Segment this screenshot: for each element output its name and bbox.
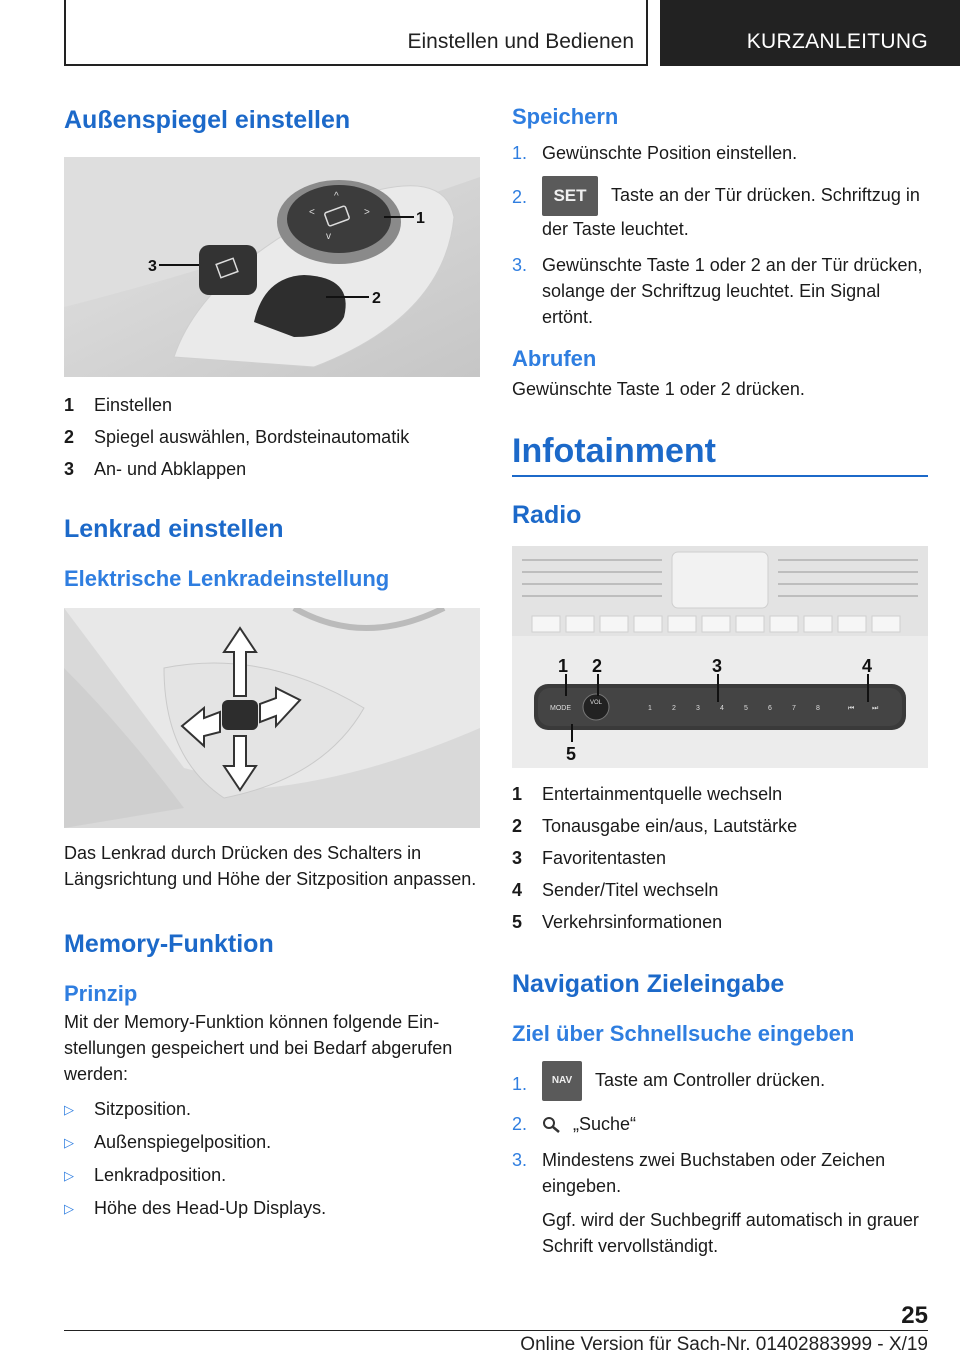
footer-online-version: Online Version für Sach-Nr. 01402883999 - X/19: [520, 1334, 928, 1355]
list-item: 2 Tonausgabe ein/aus, Lautstärke: [512, 816, 798, 836]
svg-text:v: v: [326, 231, 331, 242]
list-item: ▷ Sitzposition.: [64, 1093, 480, 1126]
list-item: 3 An- und Abklappen: [64, 459, 247, 479]
list-item: 1. NAV Taste am Controller drücken.: [512, 1061, 928, 1101]
recall-heading: Abrufen: [512, 346, 597, 371]
mirror-control-illustration: [64, 157, 480, 377]
infotainment-heading: Infotainment: [512, 432, 716, 470]
navigation-steps: [512, 1061, 928, 1259]
memory-text: Mit der Memory-Funktion können folgende Einstellungen gespeichert und bei Bedarf abgerufen werden:: [64, 1012, 453, 1084]
steering-subheading: Elektrische Lenkradeinstellung: [64, 566, 390, 591]
figure-label-3: 3: [712, 656, 723, 676]
list-item: 3. Mindestens zwei Buchstaben oder Zeichen eingeben. Ggf. wird der Suchbegriff automatisch in grauer Schrift vervollständigt.: [512, 1147, 928, 1259]
steering-switch-illustration: [64, 608, 480, 828]
list-item: ▷ Lenkradposition.: [64, 1159, 480, 1192]
steering-text: Das Lenkrad durch Drücken des Schalters in Längsrichtung und Höhe der Sitzposition anpassen.: [64, 843, 477, 889]
page-header: [64, 0, 960, 66]
svg-text:3: 3: [696, 705, 700, 712]
header-chapter-label: KURZANLEITUNG: [746, 30, 928, 53]
bullet-triangle-icon: ▷: [64, 1201, 74, 1216]
svg-text:⏭: ⏭: [872, 705, 879, 712]
navigation-note: Ggf. wird der Suchbegriff automatisch in grauer Schrift vervollständigt.: [542, 1210, 919, 1256]
list-item: 3. Gewünschte Taste 1 oder 2 an der Tür drücken, solange der Schriftzug leuchtet. Ein Signal ertönt.: [512, 255, 923, 327]
navigation-subheading: Ziel über Schnellsuche eingeben: [512, 1021, 855, 1046]
svg-text:⏮: ⏮: [848, 705, 855, 712]
mirror-control-figure: [64, 157, 480, 377]
svg-text:8: 8: [816, 705, 820, 712]
list-item: 1. Gewünschte Position einstellen.: [512, 143, 798, 163]
header-section-tab: [64, 0, 648, 66]
svg-text:2: 2: [672, 705, 676, 712]
svg-text:1: 1: [648, 705, 652, 712]
svg-text:^: ^: [334, 191, 339, 202]
svg-text:<: <: [309, 207, 315, 218]
footer-rule: [64, 1330, 928, 1331]
nav-button-icon: NAV: [542, 1061, 582, 1101]
radio-legend: [512, 778, 928, 938]
save-steps: [512, 140, 928, 330]
list-item: 3 Favoritentasten: [512, 848, 667, 868]
figure-label-5: 5: [566, 744, 577, 764]
list-item: 2 Spiegel auswählen, Bordsteinautomatik: [64, 427, 410, 447]
bullet-triangle-icon: ▷: [64, 1135, 74, 1150]
list-item: ▷ Höhe des Head-Up Displays.: [64, 1192, 480, 1225]
list-item: 5 Verkehrsinformationen: [512, 912, 723, 932]
figure-label-1: 1: [416, 210, 425, 227]
bullet-triangle-icon: ▷: [64, 1102, 74, 1117]
steering-heading: Lenkrad einstellen: [64, 515, 284, 543]
list-item: 4 Sender/Titel wechseln: [512, 880, 719, 900]
left-column: [64, 96, 480, 1225]
mirror-legend: [64, 389, 480, 485]
set-button-icon: SET: [542, 176, 598, 216]
svg-text:VOL: VOL: [590, 700, 603, 706]
mirror-heading: Außenspiegel einstellen: [64, 106, 351, 134]
recall-text: Gewünschte Taste 1 oder 2 drücken.: [512, 379, 805, 399]
list-item: 2. SET Taste an der Tür drücken. Schriftzug in der Taste leuchtet.: [512, 176, 928, 242]
navigation-heading: Navigation Zieleingabe: [512, 970, 785, 998]
save-heading: Speichern: [512, 104, 619, 129]
bullet-triangle-icon: ▷: [64, 1168, 74, 1183]
figure-label-2: 2: [592, 656, 603, 676]
header-section-label: Einstellen und Bedienen: [407, 30, 634, 53]
infotainment-rule: [512, 475, 928, 477]
list-item: 1 Entertainmentquelle wechseln: [512, 784, 783, 804]
memory-heading: Memory-Funktion: [64, 930, 274, 958]
list-item: 1 Einstellen: [64, 395, 173, 415]
radio-heading: Radio: [512, 501, 582, 529]
figure-label-2: 2: [372, 290, 381, 307]
memory-subheading: Prinzip: [64, 981, 138, 1006]
steering-switch-figure: [64, 608, 480, 828]
figure-label-3: 3: [148, 258, 157, 275]
list-item: ▷ Außenspiegelposition.: [64, 1126, 480, 1159]
radio-panel-figure: [512, 546, 928, 768]
header-chapter-tab: [660, 0, 960, 66]
figure-label-4: 4: [862, 656, 873, 676]
right-column: [512, 96, 928, 1269]
svg-text:5: 5: [744, 705, 748, 712]
list-item: 2. „Suche“: [512, 1114, 637, 1134]
page-number: 25: [901, 1302, 928, 1329]
svg-text:>: >: [364, 207, 370, 218]
figure-label-1: 1: [558, 656, 569, 676]
svg-text:7: 7: [792, 705, 796, 712]
search-icon: [542, 1116, 562, 1134]
memory-bullet-list: [64, 1093, 480, 1225]
svg-text:MODE: MODE: [550, 705, 571, 712]
svg-text:6: 6: [768, 705, 772, 712]
svg-text:4: 4: [720, 705, 724, 712]
radio-panel-illustration: [512, 546, 928, 768]
